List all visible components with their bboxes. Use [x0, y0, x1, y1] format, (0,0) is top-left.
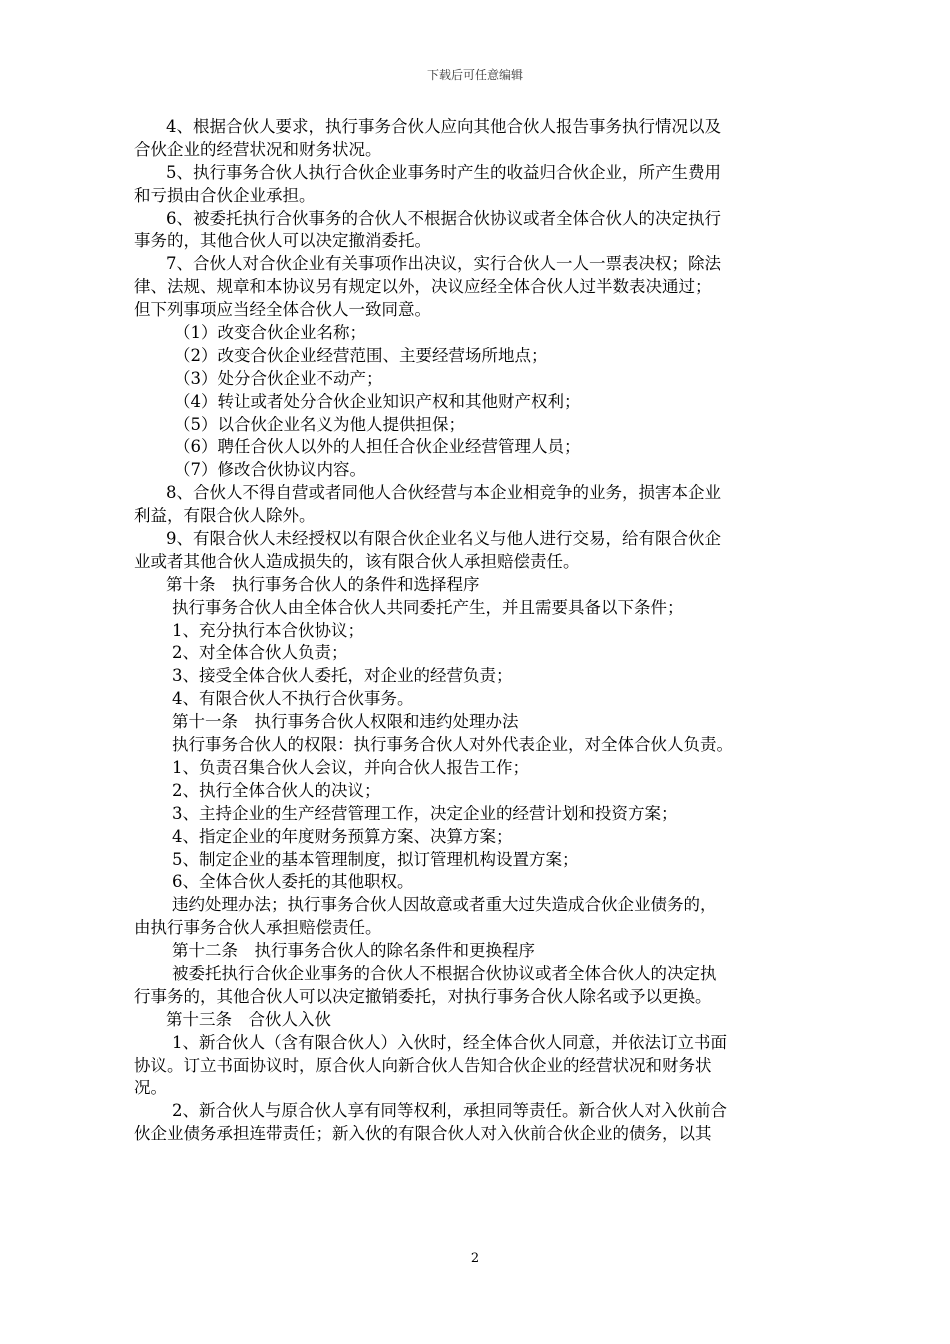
text-line: （3）处分合伙企业不动产； [174, 368, 383, 388]
text-line: 5、执行事务合伙人执行合伙企业事务时产生的收益归合伙企业，所产生费用 [166, 162, 721, 182]
text-line: 执行事务合伙人的权限：执行事务合伙人对外代表企业，对全体合伙人负责。 [172, 735, 733, 755]
text-line: 9、有限合伙人未经授权以有限合伙企业名义与他人进行交易，给有限合伙企 [166, 529, 721, 549]
text-line: （5）以合伙企业名义为他人提供担保； [174, 414, 465, 434]
text-line: 协议。订立书面协议时，原合伙人向新合伙人告知合伙企业的经营状况和财务状 [134, 1055, 712, 1075]
text-line: （2）改变合伙企业经营范围、主要经营场所地点； [174, 345, 548, 365]
text-line: 5、制定企业的基本管理制度，拟订管理机构设置方案； [172, 849, 579, 869]
text-line: （1）改变合伙企业名称； [174, 323, 366, 343]
text-line: （7）修改合伙协议内容。 [174, 460, 366, 480]
text-line: 3、接受全体合伙人委托，对企业的经营负责； [172, 666, 513, 686]
text-line: 3、主持企业的生产经营管理工作，决定企业的经营计划和投资方案； [172, 803, 678, 823]
text-line: 业或者其他合伙人造成损失的，该有限合伙人承担赔偿责任。 [134, 551, 580, 571]
text-line: 执行事务合伙人由全体合伙人共同委托产生，并且需要具备以下条件； [172, 597, 684, 617]
text-line: 8、合伙人不得自营或者同他人合伙经营与本企业相竞争的业务，损害本企业 [166, 483, 721, 503]
text-line: 事务的，其他合伙人可以决定撤消委托。 [134, 231, 431, 251]
text-line: 1、充分执行本合伙协议； [172, 620, 364, 640]
page-header: 下载后可任意编辑 [426, 68, 523, 82]
text-line: 4、指定企业的年度财务预算方案、决算方案； [172, 826, 513, 846]
text-line: 4、根据合伙人要求，执行事务合伙人应向其他合伙人报告事务执行情况以及 [166, 117, 721, 136]
text-line: 2、执行全体合伙人的决议； [172, 780, 381, 800]
text-line: 行事务的，其他合伙人可以决定撤销委托，对执行事务合伙人除名或予以更换。 [134, 986, 712, 1006]
text-line: 1、新合伙人（含有限合伙人）入伙时，经全体合伙人同意，并依法订立书面 [172, 1032, 727, 1052]
text-line: 第十二条 执行事务合伙人的除名条件和更换程序 [172, 941, 535, 961]
text-line: 律、法规、规章和本协议另有规定以外，决议应经全体合伙人过半数表决通过； [134, 277, 712, 297]
text-line: （6）聘任合伙人以外的人担任合伙企业经营管理人员； [174, 437, 581, 457]
text-line: 伙企业债务承担连带责任；新入伙的有限合伙人对入伙前合伙企业的债务，以其 [134, 1124, 712, 1144]
text-line: 合伙企业的经营状况和财务状况。 [134, 139, 382, 159]
text-line: 2、新合伙人与原合伙人享有同等权利，承担同等责任。新合伙人对入伙前合 [172, 1101, 727, 1121]
text-line: 利益，有限合伙人除外。 [134, 506, 316, 526]
text-line: 第十条 执行事务合伙人的条件和选择程序 [166, 574, 480, 594]
page-number: 2 [470, 1251, 480, 1266]
text-line: 和亏损由合伙企业承担。 [134, 185, 316, 205]
text-line: 2、对全体合伙人负责； [172, 643, 348, 663]
text-line: 但下列事项应当经全体合伙人一致同意。 [134, 300, 431, 320]
text-line: 6、全体合伙人委托的其他职权。 [172, 872, 414, 892]
text-line: （4）转让或者处分合伙企业知识产权和其他财产权利； [174, 391, 581, 411]
text-line: 第十三条 合伙人入伙 [166, 1009, 331, 1029]
document-body [134, 116, 818, 1146]
text-line: 况。 [134, 1078, 167, 1098]
text-line: 4、有限合伙人不执行合伙事务。 [172, 689, 414, 709]
text-line: 被委托执行合伙企业事务的合伙人不根据合伙协议或者全体合伙人的决定执 [172, 963, 717, 983]
text-line: 第十一条 执行事务合伙人权限和违约处理办法 [172, 712, 519, 732]
text-line: 1、负责召集合伙人会议，并向合伙人报告工作； [172, 757, 529, 777]
text-line: 7、合伙人对合伙企业有关事项作出决议，实行合伙人一人一票表决权；除法 [166, 254, 721, 274]
text-line: 由执行事务合伙人承担赔偿责任。 [134, 918, 382, 938]
text-line: 6、被委托执行合伙事务的合伙人不根据合伙协议或者全体合伙人的决定执行 [166, 208, 721, 228]
text-line: 违约处理办法；执行事务合伙人因故意或者重大过失造成合伙企业债务的， [172, 895, 717, 915]
